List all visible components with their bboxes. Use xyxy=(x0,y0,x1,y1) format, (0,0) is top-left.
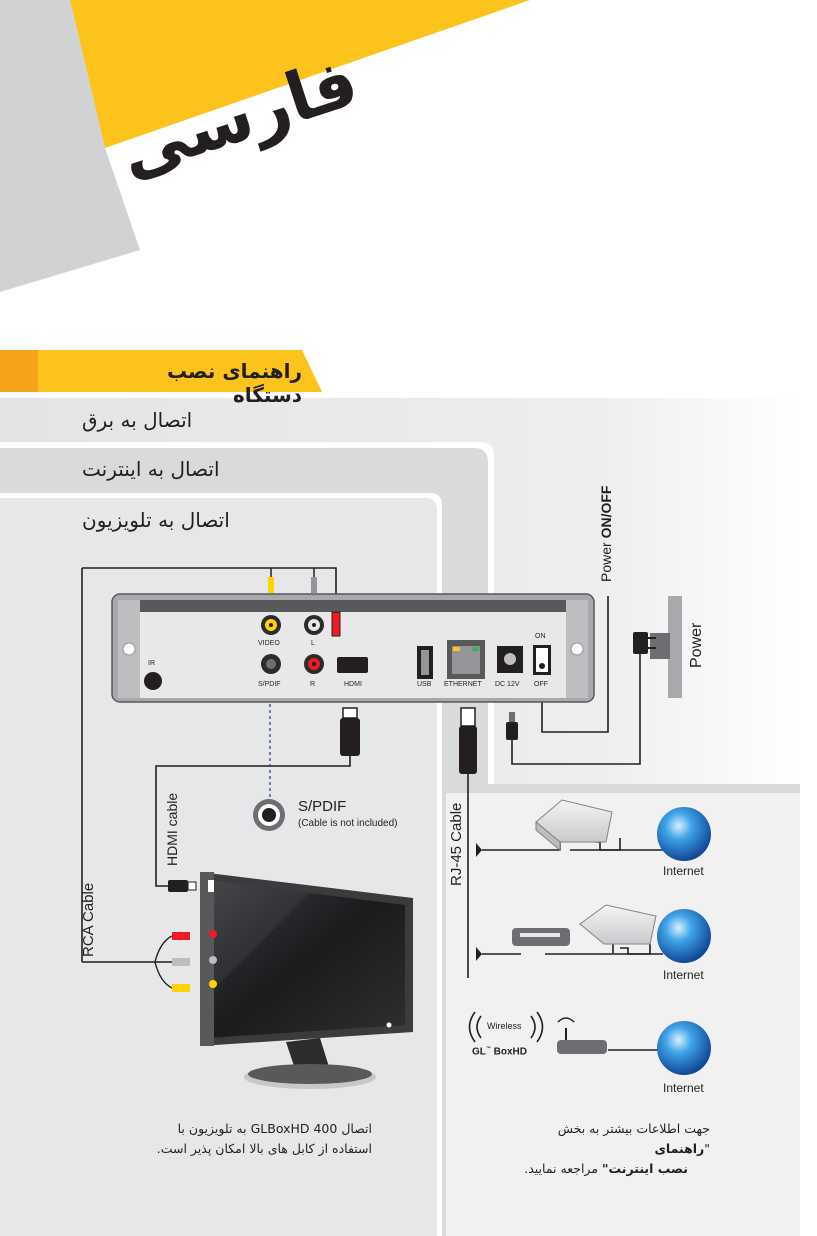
ir-sensor xyxy=(144,672,162,690)
wireless-label: Wireless xyxy=(487,1021,522,1031)
internet-caption-line-1a: جهت اطلاعات بیشتر به بخش " xyxy=(557,1121,710,1156)
spdif-note: (Cable is not included) xyxy=(298,818,398,829)
power-adapter xyxy=(633,632,648,654)
port-label-hdmi: HDMI xyxy=(344,681,362,688)
port-label-ir: IR xyxy=(148,660,155,667)
power-outlet-plate xyxy=(668,596,682,698)
internet-caption xyxy=(500,1119,710,1179)
hdmi-port xyxy=(337,657,368,673)
section-title: راهنمای نصب دستگاه xyxy=(167,359,302,407)
brand-logo-text xyxy=(472,1046,527,1057)
port-label-ethernet: ETHERNET xyxy=(444,681,482,688)
internet-caption-line-2 xyxy=(500,1159,710,1179)
spdif-title: S/PDIF xyxy=(298,798,347,815)
power-switch-label-state: ON/OFF xyxy=(598,485,614,539)
internet-label-3: Internet xyxy=(663,1081,704,1095)
rj45-plug xyxy=(461,708,475,726)
tab-power[interactable]: اتصال به برق xyxy=(82,408,193,432)
port-label-usb: USB xyxy=(417,681,432,688)
internet-caption-line-1 xyxy=(500,1119,710,1159)
rj45-cable-label: RJ-45 Cable xyxy=(448,802,465,886)
port-label-on: ON xyxy=(535,633,546,640)
orange-tab-shape xyxy=(0,350,38,392)
tv-caption-line-2: استفاده از کابل های بالا امکان پذیر است. xyxy=(156,1141,372,1156)
internet-caption-line-1b: راهنمای xyxy=(654,1141,705,1156)
modem-2 xyxy=(512,928,570,946)
power-switch-label xyxy=(598,462,614,582)
globe-2 xyxy=(657,909,711,963)
brand-gl: GL xyxy=(472,1046,486,1058)
internet-label-2: Internet xyxy=(663,968,704,982)
power-outlet-label: Power xyxy=(688,622,705,668)
hdmi-cable-label: HDMI cable xyxy=(164,792,180,866)
internet-caption-line-2b: مراجعه نمایید. xyxy=(524,1161,602,1176)
port-label-l: L xyxy=(311,640,315,647)
internet-label-1: Internet xyxy=(663,864,704,878)
rca-cable-label: RCA Cable xyxy=(80,882,97,957)
language-title: فارسی xyxy=(110,42,368,194)
port-label-dc: DC 12V xyxy=(495,681,520,688)
internet-caption-line-2a: نصب اینترنت" xyxy=(602,1161,688,1176)
brand-suffix: BoxHD xyxy=(490,1046,528,1058)
tv-caption-line-1: اتصال GLBoxHD 400 به تلویزیون با xyxy=(177,1121,372,1136)
port-label-spdif: S/PDIF xyxy=(258,681,281,688)
port-label-video: VIDEO xyxy=(258,640,280,647)
tab-internet[interactable]: اتصال به اینترنت xyxy=(82,457,220,481)
tv-caption xyxy=(150,1119,372,1159)
brand-tm: ™ xyxy=(485,1046,491,1052)
port-label-off: OFF xyxy=(534,681,548,688)
hdmi-plug xyxy=(343,708,357,718)
power-switch-label-prefix: Power xyxy=(598,538,614,582)
tab-tv[interactable]: اتصال به تلویزیون xyxy=(82,508,230,532)
globe-3 xyxy=(657,1021,711,1075)
port-label-r: R xyxy=(310,681,316,688)
globe-1 xyxy=(657,807,711,861)
